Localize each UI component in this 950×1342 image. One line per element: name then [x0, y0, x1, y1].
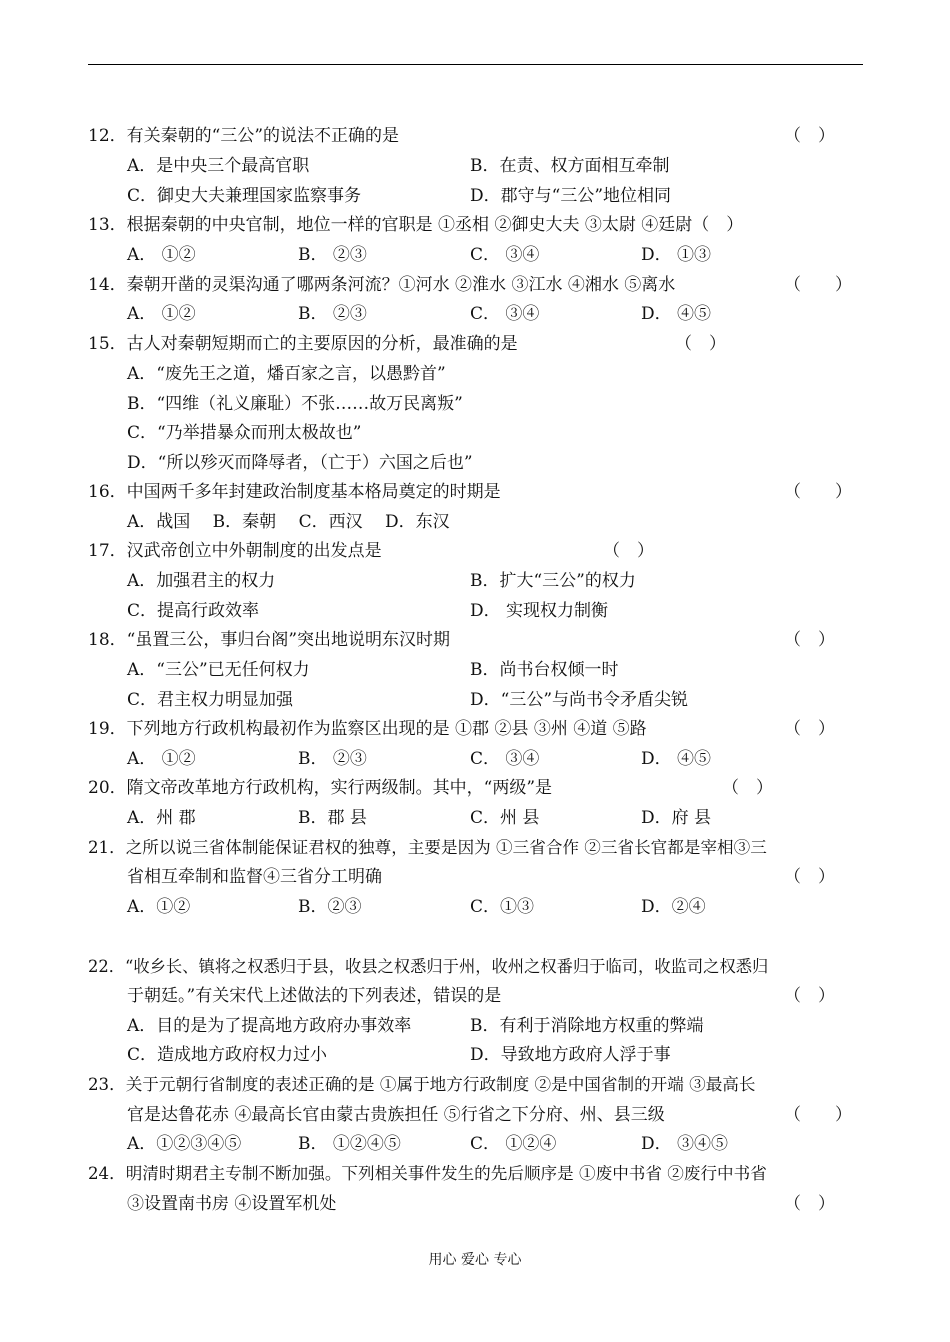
q21-option-a: A．①② — [127, 897, 191, 917]
header-rule — [88, 64, 863, 65]
q15-option-a: A．“废先王之道，燔百家之言，以愚黔首” — [127, 364, 446, 384]
q14-answer-paren: （ ） — [784, 275, 852, 295]
q15-stem: 15．古人对秦朝短期而亡的主要原因的分析，最准确的是 — [88, 334, 518, 354]
q20-option-d: D．府 县 — [641, 808, 712, 828]
q22-answer-paren: （ ） — [784, 986, 835, 1006]
q17-option-b: B．扩大“三公”的权力 — [470, 571, 636, 591]
q13-option-a: A． ①② — [127, 245, 196, 265]
q12-option-a: A．是中央三个最高官职 — [127, 156, 310, 176]
q23-option-d: D． ③④⑤ — [641, 1134, 729, 1154]
q20-option-b: B．郡 县 — [298, 808, 367, 828]
q24-stem-line2: ③设置南书房 ④设置军机处 — [127, 1194, 337, 1214]
q17-answer-paren: （ ） — [603, 541, 654, 561]
q24-answer-paren: （ ） — [784, 1194, 835, 1214]
q13-stem: 13．根据秦朝的中央官制，地位一样的官职是 ①丞相 ②御史大夫 ③太尉 ④廷尉（ ） — [88, 215, 744, 235]
q23-stem-line2: 官是达鲁花赤 ④最高长官由蒙古贵族担任 ⑤行省之下分府、州、县三级 — [127, 1105, 665, 1125]
q12-stem: 12．有关秦朝的“三公”的说法不正确的是 — [88, 126, 400, 146]
q20-option-c: C．州 县 — [470, 808, 540, 828]
q14-stem: 14．秦朝开凿的灵渠沟通了哪两条河流？①河水 ②淮水 ③江水 ④湘水 ⑤离水 — [88, 275, 676, 295]
q16-answer-paren: （ ） — [784, 482, 852, 502]
q22-option-a: A．目的是为了提高地方政府办事效率 — [127, 1016, 412, 1036]
q18-option-b: B．尚书台权倾一时 — [470, 660, 619, 680]
q22-option-b: B．有利于消除地方权重的弊端 — [470, 1016, 704, 1036]
q17-option-a: A．加强君主的权力 — [127, 571, 276, 591]
q12-option-d: D．郡守与“三公”地位相同 — [470, 186, 672, 206]
q21-stem-line1: 21．之所以说三省体制能保证君权的独尊，主要是因为 ①三省合作 ②三省长官都是宰相③三 — [88, 838, 767, 857]
q19-option-c: C． ③④ — [470, 749, 540, 769]
q20-option-a: A．州 郡 — [127, 808, 196, 828]
q19-stem: 19．下列地方行政机构最初作为监察区出现的是 ①郡 ②县 ③州 ④道 ⑤路 — [88, 719, 647, 739]
q19-answer-paren: （ ） — [784, 719, 835, 739]
q16-stem: 16．中国两千多年封建政治制度基本格局奠定的时期是 — [88, 482, 501, 502]
q23-stem-line1: 23．关于元朝行省制度的表述正确的是 ①属于地方行政制度 ②是中国省制的开端 ③最高长 — [88, 1075, 756, 1094]
q24-stem-line1: 24．明清时期君主专制不断加强。下列相关事件发生的先后顺序是 ①废中书省 ②废行中书省 — [88, 1164, 767, 1183]
q18-stem: 18．“虽置三公，事归台阁”突出地说明东汉时期 — [88, 630, 451, 650]
q15-option-c: C．“乃举措暴众而刑太极故也” — [127, 423, 362, 443]
q15-answer-paren: （ ） — [675, 334, 726, 354]
q14-option-d: D． ④⑤ — [641, 304, 712, 324]
q20-stem: 20．隋文帝改革地方行政机构，实行两级制。其中，“两级”是 — [88, 778, 553, 798]
q20-answer-paren: （ ） — [722, 778, 773, 798]
q18-option-c: C．君主权力明显加强 — [127, 690, 294, 710]
q19-option-d: D． ④⑤ — [641, 749, 712, 769]
q23-option-b: B． ①②④⑤ — [298, 1134, 401, 1154]
q22-option-c: C．造成地方政府权力过小 — [127, 1045, 328, 1065]
q21-option-b: B．②③ — [298, 897, 362, 917]
q23-answer-paren: （ ） — [784, 1105, 852, 1125]
q13-option-b: B． ②③ — [298, 245, 367, 265]
q17-option-d: D． 实现权力制衡 — [470, 601, 609, 621]
q14-option-a: A． ①② — [127, 304, 196, 324]
q13-option-c: C． ③④ — [470, 245, 540, 265]
q21-answer-paren: （ ） — [784, 867, 835, 887]
q22-stem-line1: 22．“收乡长、镇将之权悉归于县，收县之权悉归于州，收州之权番归于临司，收监司之权悉归 — [88, 957, 769, 976]
q19-option-a: A． ①② — [127, 749, 196, 769]
q12-option-b: B．在责、权方面相互牵制 — [470, 156, 670, 176]
q15-option-d: D．“所以殄灭而降辱者，（亡于）六国之后也” — [127, 453, 473, 473]
page-footer: 用心 爱心 专心 — [428, 1252, 522, 1268]
q21-option-c: C．①③ — [470, 897, 535, 917]
q19-option-b: B． ②③ — [298, 749, 367, 769]
q18-option-d: D．“三公”与尚书令矛盾尖锐 — [470, 690, 689, 710]
q23-option-c: C． ①②④ — [470, 1134, 557, 1154]
q23-option-a: A．①②③④⑤ — [127, 1134, 242, 1154]
q12-option-c: C．御史大夫兼理国家监察事务 — [127, 186, 362, 206]
q22-stem-line2: 于朝廷。”有关宋代上述做法的下列表述，错误的是 — [127, 986, 502, 1006]
q17-option-c: C．提高行政效率 — [127, 601, 260, 621]
q22-option-d: D．导致地方政府人浮于事 — [470, 1045, 671, 1065]
q12-answer-paren: （ ） — [784, 126, 835, 146]
q14-option-b: B． ②③ — [298, 304, 367, 324]
q21-option-d: D．②④ — [641, 897, 706, 917]
q18-option-a: A．“三公”已无任何权力 — [127, 660, 310, 680]
q13-option-d: D． ①③ — [641, 245, 712, 265]
q14-option-c: C． ③④ — [470, 304, 540, 324]
q16-options: A．战国 B．秦朝 C．西汉 D．东汉 — [127, 512, 450, 532]
q15-option-b: B．“四维（礼义廉耻）不张……故万民离叛” — [127, 394, 463, 414]
q17-stem: 17．汉武帝创立中外朝制度的出发点是 — [88, 541, 382, 561]
q18-answer-paren: （ ） — [784, 630, 835, 650]
q21-stem-line2: 省相互牵制和监督④三省分工明确 — [127, 867, 382, 887]
